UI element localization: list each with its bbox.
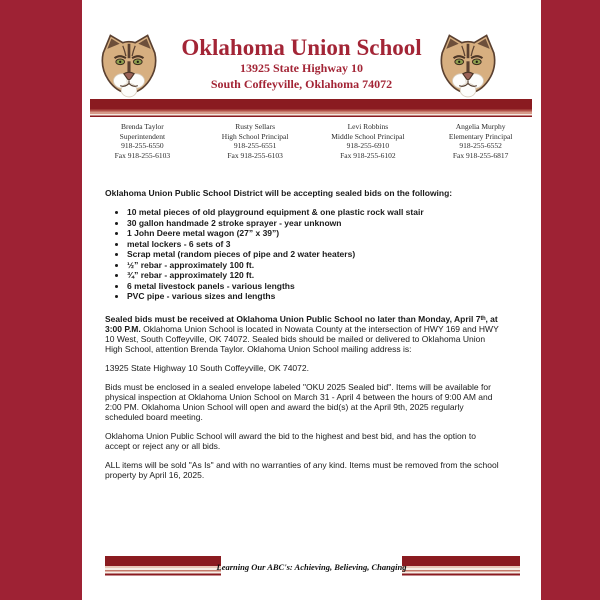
deadline-bold-text: Sealed bids must be received at Oklahoma Union Public School no later than Monday, April 7ᵗʰ, at 3:00 P.M.: [105, 313, 498, 334]
school-address-line2: South Coffeyville, Oklahoma 74072: [210, 76, 393, 91]
location-text: Oklahoma Union School is located in Nowata County at the intersection of HWY 169 and HWY 10 West, South Coffeyville, OK 74072. Sealed bids should be mailed or delivered to Oklahoma Union High School, attention Brenda Taylor. Oklahoma Union School mailing address is:: [105, 323, 499, 354]
mailing-address-line: 13925 State Highway 10 South Coffeyville, OK 74072.: [105, 362, 309, 373]
contact-phone: 918-255-6910: [346, 141, 390, 150]
bid-item: • Scrap metal (random pieces of pipe and 2 water heaters): [127, 249, 503, 260]
contact-name: Rusty Sellars: [235, 122, 276, 131]
contact-elem-principal: [424, 122, 537, 160]
bid-intro-line: Oklahoma Union Public School District will be accepting sealed bids on the following:: [105, 188, 453, 198]
contact-fax: Fax 918-255-6103: [114, 150, 171, 160]
header-stripe-bar: [90, 99, 532, 117]
bid-item: • 30 gallon handmade 2 stroke sprayer - year unknown: [127, 218, 503, 229]
school-title-block: [152, 35, 451, 91]
document-page: [82, 0, 541, 600]
bid-item: • ¾” rebar - approximately 120 ft.: [127, 270, 503, 281]
contact-title: Elementary Principal: [448, 131, 513, 141]
contact-title: Superintendent: [119, 131, 166, 141]
contact-name: Brenda Taylor: [120, 122, 164, 131]
contact-phone: 918-255-6550: [121, 141, 164, 150]
contact-title: High School Principal: [221, 131, 289, 141]
contact-name: Levi Robbins: [347, 122, 389, 131]
contact-ms-principal: [312, 122, 425, 160]
bid-item: • ½” rebar - approximately 100 ft.: [127, 260, 503, 271]
bid-item: • 10 metal pieces of old playground equipment & one plastic rock wall stair: [127, 207, 503, 218]
as-is-paragraph: ALL items will be sold "As Is" and with no warranties of any kind. Items must be removed from the school property by April 16, 2025.: [105, 459, 499, 480]
bid-item: • 1 John Deere metal wagon (27” x 39”): [127, 228, 503, 239]
letter-body: [82, 160, 541, 480]
contact-title: Middle School Principal: [331, 131, 405, 141]
bid-item: • PVC pipe - various sizes and lengths: [127, 291, 503, 302]
letterhead-header: [82, 0, 541, 118]
contact-superintendent: [86, 122, 199, 160]
deadline-paragraph: [105, 314, 503, 354]
contact-phone: 918-255-6551: [233, 141, 277, 150]
footer: [82, 555, 541, 579]
bid-item-list: [127, 207, 503, 302]
contact-fax: Fax 918-255-6102: [340, 150, 396, 160]
school-name: Oklahoma Union School: [181, 35, 422, 60]
contact-fax: Fax 918-255-6817: [452, 150, 509, 160]
school-address-line1: 13925 State Highway 10: [240, 61, 363, 75]
staff-contact-row: [82, 118, 541, 160]
contact-name: Angelia Murphy: [455, 122, 506, 131]
contact-hs-principal: [199, 122, 312, 160]
envelope-paragraph: Bids must be enclosed in a sealed envelope labeled "OKU 2025 Sealed bid". Items will be available for physical inspection at Oklahoma Union School on March 31 - April 4 between the hours of 9:00 AM and 2:00 PM. Oklahoma Union School will open and award the bid(s) at the April 9th, 2025 regularly scheduled board meeting.: [105, 381, 493, 422]
cougar-mascot-icon: [98, 31, 160, 104]
contact-phone: 918-255-6552: [459, 141, 502, 150]
contact-fax: Fax 918-255-6103: [227, 150, 283, 160]
bid-item: • 6 metal livestock panels - various lengths: [127, 281, 503, 292]
school-motto: Learning Our ABC's: Achieving, Believing, Changing: [216, 562, 407, 572]
bid-item: • metal lockers - 6 sets of 3: [127, 239, 503, 250]
award-paragraph: Oklahoma Union Public School will award the bid to the highest and best bid, and has the option to accept or reject any or all bids.: [105, 430, 476, 451]
